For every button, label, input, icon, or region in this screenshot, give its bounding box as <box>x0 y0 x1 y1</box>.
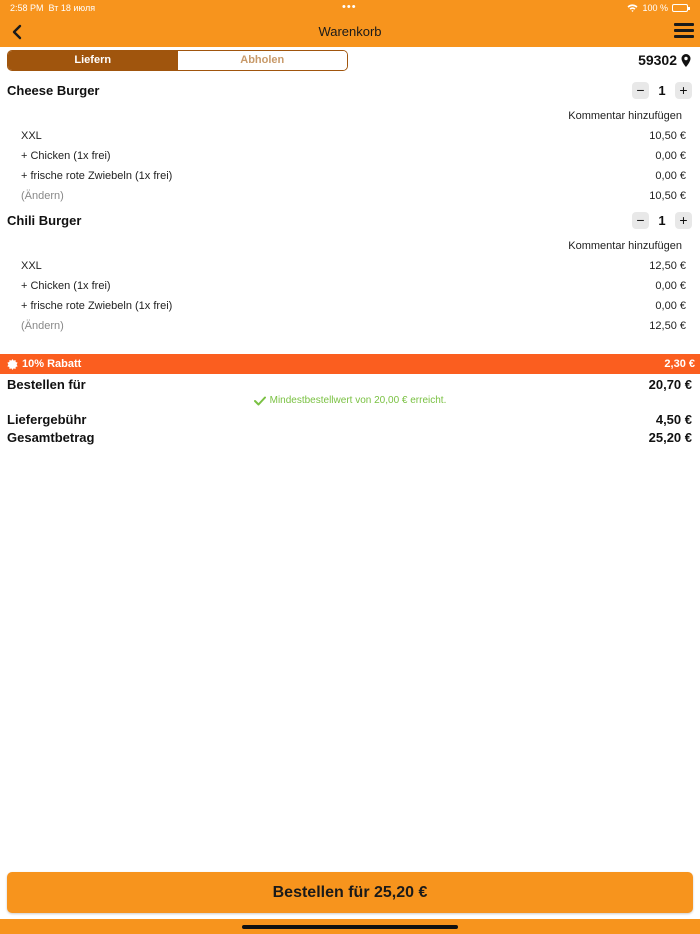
option-row: + Chicken (1x frei) 0,00 € <box>21 280 686 292</box>
discount-bar <box>0 354 700 374</box>
tab-deliver[interactable]: Liefern <box>8 51 178 70</box>
multitask-dots[interactable]: ••• <box>342 1 357 13</box>
option-row: XXL 12,50 € <box>21 260 686 272</box>
tab-pickup[interactable]: Abholen <box>178 51 348 70</box>
total-row: Gesamtbetrag 25,20 € <box>7 430 692 445</box>
hamburger-menu-icon[interactable] <box>674 23 694 39</box>
option-row: + frische rote Zwiebeln (1x frei) 0,00 € <box>21 300 686 312</box>
zip-code: 59302 <box>638 52 677 68</box>
quantity-stepper <box>632 212 692 229</box>
cart-item-name: Cheese Burger <box>7 83 100 98</box>
cart-item-name: Chili Burger <box>7 213 82 228</box>
battery-icon <box>672 4 688 12</box>
status-bar <box>0 0 700 16</box>
zip-location[interactable] <box>638 52 691 68</box>
status-time: 2:58 PM Вт 18 июля <box>10 3 96 13</box>
home-indicator[interactable] <box>242 925 458 929</box>
discount-label: 10% Rabatt <box>22 358 82 370</box>
wifi-icon <box>627 4 638 12</box>
quantity-stepper <box>632 82 692 99</box>
quantity-value: 1 <box>658 213 666 228</box>
delivery-fee-row: Liefergebühr 4,50 € <box>7 412 692 427</box>
quantity-value: 1 <box>658 83 666 98</box>
subtotal-row: Bestellen für 20,70 € <box>7 377 692 392</box>
decrease-button[interactable]: − <box>632 212 649 229</box>
nav-bar <box>0 16 700 47</box>
discount-badge-icon <box>7 359 18 370</box>
checkmark-icon <box>254 396 266 406</box>
page-title: Warenkorb <box>318 24 382 39</box>
discount-value: 2,30 € <box>664 358 695 370</box>
add-comment-link[interactable]: Kommentar hinzufügen <box>568 110 682 122</box>
location-pin-icon <box>681 54 691 67</box>
place-order-button[interactable]: Bestellen für 25,20 € <box>7 872 693 913</box>
change-item-row[interactable]: (Ändern) 10,50 € <box>21 190 686 202</box>
decrease-button[interactable]: − <box>632 82 649 99</box>
increase-button[interactable]: + <box>675 212 692 229</box>
option-row: + Chicken (1x frei) 0,00 € <box>21 150 686 162</box>
delivery-mode-segment <box>7 50 348 71</box>
option-row: XXL 10,50 € <box>21 130 686 142</box>
status-right <box>627 3 688 13</box>
change-item-row[interactable]: (Ändern) 12,50 € <box>21 320 686 332</box>
min-order-note: Mindestbestellwert von 20,00 € erreicht. <box>0 395 700 406</box>
add-comment-link[interactable]: Kommentar hinzufügen <box>568 240 682 252</box>
increase-button[interactable]: + <box>675 82 692 99</box>
option-row: + frische rote Zwiebeln (1x frei) 0,00 € <box>21 170 686 182</box>
battery-percent: 100 % <box>642 3 668 13</box>
